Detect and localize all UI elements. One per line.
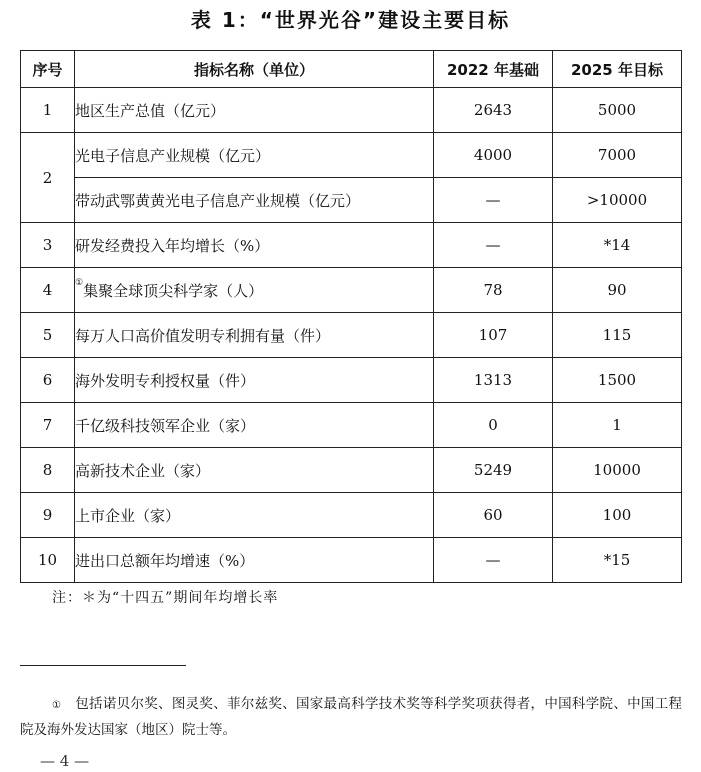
row-name: 研发经费投入年均增长（%） [75, 223, 434, 268]
page-number: — 4 — [40, 752, 90, 770]
row-name: 地区生产总值（亿元） [75, 88, 434, 133]
row-target: *15 [553, 538, 682, 583]
row-base: 78 [434, 268, 553, 313]
table-row [21, 403, 682, 448]
row-base: 60 [434, 493, 553, 538]
table-row [21, 448, 682, 493]
row-target: 115 [553, 313, 682, 358]
row-name: 上市企业（家） [75, 493, 434, 538]
row-target: *14 [553, 223, 682, 268]
row-name: 千亿级科技领军企业（家） [75, 403, 434, 448]
row-no: 9 [21, 493, 75, 538]
row-target: 100 [553, 493, 682, 538]
row-base: 107 [434, 313, 553, 358]
goals-table [20, 50, 682, 583]
table-row [21, 88, 682, 133]
table-row [21, 358, 682, 403]
row-no: 5 [21, 313, 75, 358]
row-no: 7 [21, 403, 75, 448]
row-no: 1 [21, 88, 75, 133]
row-base: 4000 [434, 133, 553, 178]
row-name: 进出口总额年均增速（%） [75, 538, 434, 583]
row-name: 每万人口高价值发明专利拥有量（件） [75, 313, 434, 358]
row-target: 1500 [553, 358, 682, 403]
row-name: 光电子信息产业规模（亿元） [75, 133, 434, 178]
row-target: 10000 [553, 448, 682, 493]
header-no: 序号 [21, 51, 75, 88]
row-no: 6 [21, 358, 75, 403]
row-base: 0 [434, 403, 553, 448]
row-target: 5000 [553, 88, 682, 133]
header-name: 指标名称（单位） [75, 51, 434, 88]
header-base: 2022 年基础 [434, 51, 553, 88]
footnote [20, 692, 682, 742]
row-base: 2643 [434, 88, 553, 133]
footnote-mark: ① [52, 700, 62, 711]
row-target: 1 [553, 403, 682, 448]
table-row [21, 313, 682, 358]
row-no: 10 [21, 538, 75, 583]
row-base: — [434, 223, 553, 268]
table-row [21, 493, 682, 538]
table-row [21, 223, 682, 268]
row-name: 带动武鄂黄黄光电子信息产业规模（亿元） [75, 178, 434, 223]
table-row [21, 178, 682, 223]
header-target: 2025 年目标 [553, 51, 682, 88]
row-target: 7000 [553, 133, 682, 178]
row-no: 8 [21, 448, 75, 493]
row-no: 2 [21, 133, 75, 223]
row-name: 海外发明专利授权量（件） [75, 358, 434, 403]
row-no: 4 [21, 268, 75, 313]
row-name: 集聚全球顶尖科学家（人） [83, 281, 264, 300]
row-base: — [434, 538, 553, 583]
row-base: 1313 [434, 358, 553, 403]
table-row [21, 268, 682, 313]
table-note: 注：＊为“十四五”期间年均增长率 [52, 590, 279, 606]
table-row [21, 133, 682, 178]
row-base: — [434, 178, 553, 223]
table-title: 表 1：“世界光谷”建设主要目标 [190, 8, 511, 32]
row-target: >10000 [553, 178, 682, 223]
row-name-cell [75, 268, 434, 313]
row-no: 3 [21, 223, 75, 268]
footnote-divider [20, 665, 186, 666]
table-row [21, 538, 682, 583]
row-name: 高新技术企业（家） [75, 448, 434, 493]
footnote-marker: ① [75, 277, 84, 288]
row-base: 5249 [434, 448, 553, 493]
table-header-row [21, 51, 682, 88]
footnote-text: 包括诺贝尔奖、图灵奖、菲尔兹奖、国家最高科学技术奖等科学奖项获得者，中国科学院、中国工程院及海外发达国家（地区）院士等。 [20, 696, 682, 738]
row-target: 90 [553, 268, 682, 313]
